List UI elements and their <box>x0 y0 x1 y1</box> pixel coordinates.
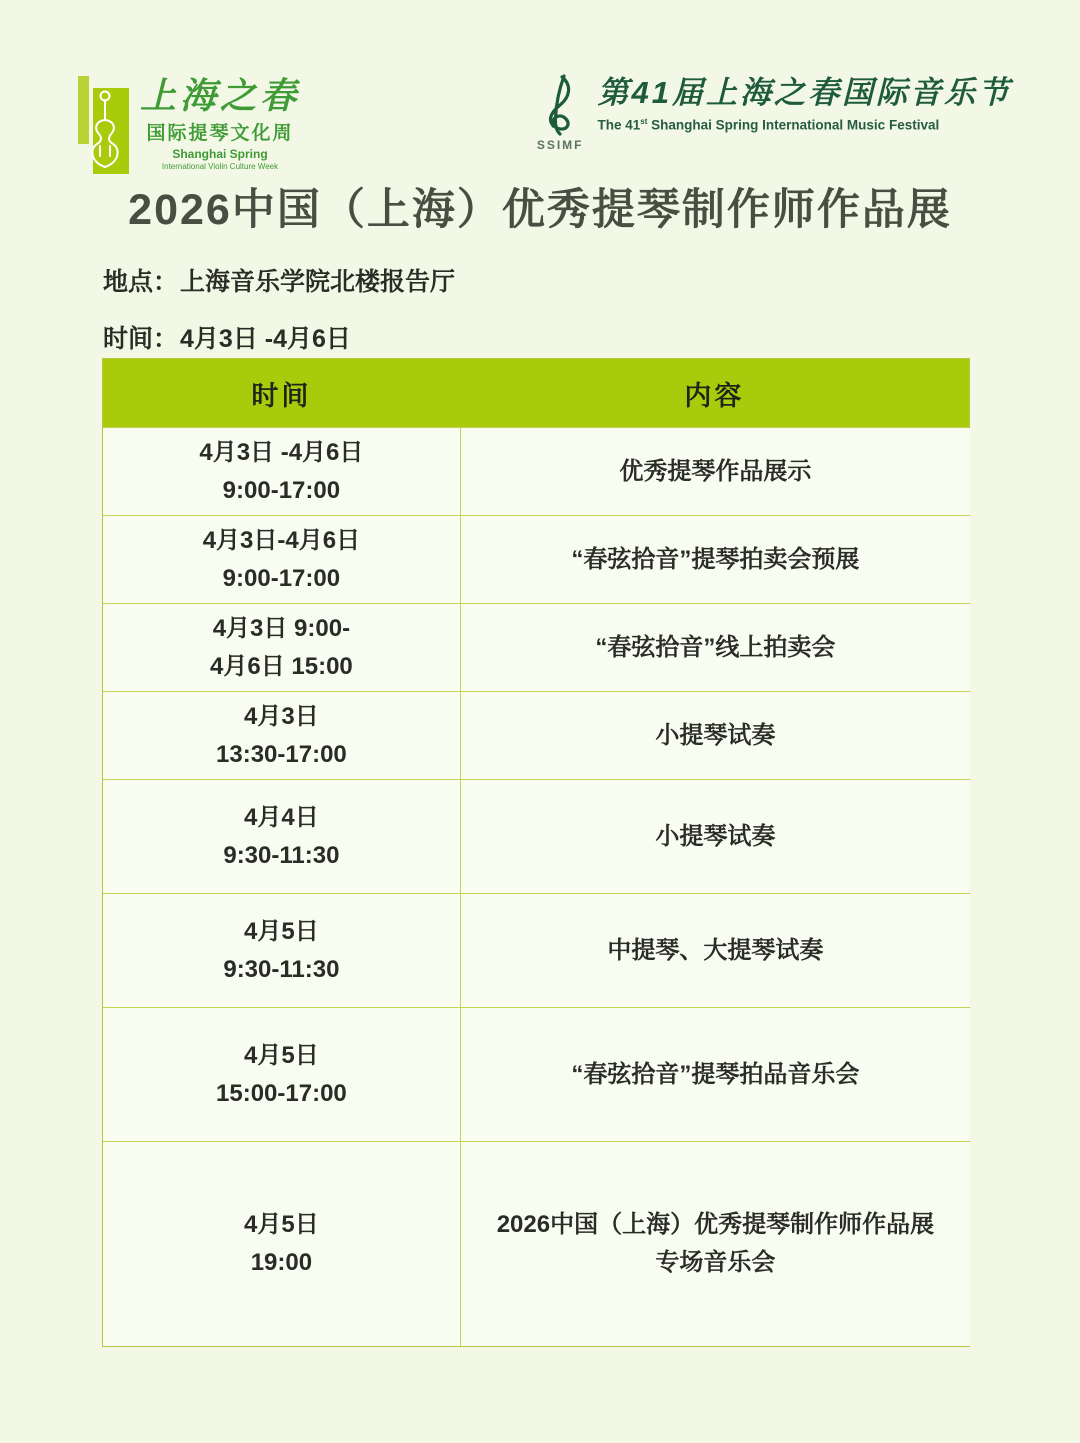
table-row <box>103 893 969 1007</box>
clef-column <box>537 74 584 152</box>
location-value: 上海音乐学院北楼报告厅 <box>180 268 456 296</box>
time-line-2: 9:00-17:00 <box>222 564 341 592</box>
table-header-row <box>103 359 969 427</box>
table-row <box>103 603 969 691</box>
content-line-1: 优秀提琴作品展示 <box>619 457 812 485</box>
logo-right-en-name <box>598 117 1012 133</box>
table-row <box>103 427 969 515</box>
time-line-1: 4月5日 <box>244 1041 319 1069</box>
content-cell <box>461 1142 970 1346</box>
content-line-1: “春弦拾音”线上拍卖会 <box>595 633 836 661</box>
table-row <box>103 779 969 893</box>
time-line-2: 15:00-17:00 <box>216 1079 347 1107</box>
time-line-1: 4月4日 <box>244 803 319 831</box>
content-cell <box>461 428 970 515</box>
logo-left-en-name: Shanghai Spring <box>172 146 268 161</box>
content-cell <box>461 894 970 1007</box>
festival-en-suffix: Shanghai Spring International Music Festival <box>647 117 940 133</box>
content-line-1: “春弦拾音”提琴拍品音乐会 <box>571 1060 860 1088</box>
content-line-1: 小提琴试奏 <box>655 721 776 749</box>
time-line-1: 4月3日 <box>244 702 319 730</box>
festival-en-prefix: The 41 <box>597 117 641 133</box>
time-line-1: 4月3日 9:00- <box>212 614 351 642</box>
content-cell <box>461 1008 970 1141</box>
location-label: 地点： <box>103 268 179 296</box>
time-line-2: 9:30-11:30 <box>223 841 340 869</box>
content-line-1: “春弦拾音”提琴拍卖会预展 <box>571 545 860 573</box>
header-time-column: 时间 <box>251 380 312 411</box>
time-line-1: 4月3日-4月6日 <box>202 526 361 554</box>
logo-right-cn-name: 第41届上海之春国际音乐节 <box>597 75 1012 110</box>
content-line-1: 小提琴试奏 <box>655 822 776 850</box>
logo-right-abbr: SSIMF <box>536 138 584 152</box>
violin-logo-mark <box>78 76 130 180</box>
time-cell <box>103 516 461 603</box>
content-cell <box>461 604 970 691</box>
logo-left-cn-subtitle: 国际提琴文化周 <box>146 122 294 144</box>
time-line-2: 13:30-17:00 <box>216 740 347 768</box>
festival-en-ordinal: st <box>640 117 648 127</box>
table-row <box>103 1007 969 1141</box>
shanghai-spring-violin-week-logo <box>78 76 300 180</box>
time-line <box>103 319 455 355</box>
treble-clef-icon <box>539 74 581 136</box>
logo-right-text <box>598 74 1012 133</box>
time-line-2: 4月6日 15:00 <box>210 652 353 680</box>
logo-left-en-subtitle: International Violin Culture Week <box>161 161 279 171</box>
time-value: 4月3日 -4月6日 <box>180 325 351 353</box>
time-cell <box>103 1142 461 1346</box>
content-line-1: 2026中国（上海）优秀提琴制作师作品展 <box>496 1211 935 1238</box>
header-content-column: 内容 <box>684 380 745 411</box>
time-cell <box>103 780 461 893</box>
content-cell <box>461 692 970 779</box>
time-label: 时间： <box>103 325 179 353</box>
content-cell <box>461 780 970 893</box>
time-line-2: 9:00-17:00 <box>222 476 341 504</box>
ssimf-festival-logo <box>537 74 1012 152</box>
violin-icon <box>85 84 125 176</box>
time-cell <box>103 604 461 691</box>
time-line-2: 9:30-11:30 <box>223 955 340 983</box>
schedule-table <box>102 358 970 1347</box>
time-line-1: 4月5日 <box>244 917 319 945</box>
location-line <box>103 262 455 298</box>
time-line-1: 4月3日 -4月6日 <box>199 438 364 466</box>
logo-left-text <box>140 76 300 171</box>
time-cell <box>103 894 461 1007</box>
time-cell <box>103 428 461 515</box>
time-line-2: 19:00 <box>250 1249 313 1276</box>
logo-left-cn-name: 上海之春 <box>140 75 301 116</box>
content-line-1: 中提琴、大提琴试奏 <box>607 936 824 964</box>
table-row <box>103 515 969 603</box>
page-title: 2026中国（上海）优秀提琴制作师作品展 <box>128 186 952 234</box>
time-cell <box>103 692 461 779</box>
content-line-2: 专场音乐会 <box>655 1249 776 1276</box>
table-row <box>103 691 969 779</box>
time-cell <box>103 1008 461 1141</box>
content-cell <box>461 516 970 603</box>
table-row <box>103 1141 969 1346</box>
time-line-1: 4月5日 <box>244 1211 319 1238</box>
